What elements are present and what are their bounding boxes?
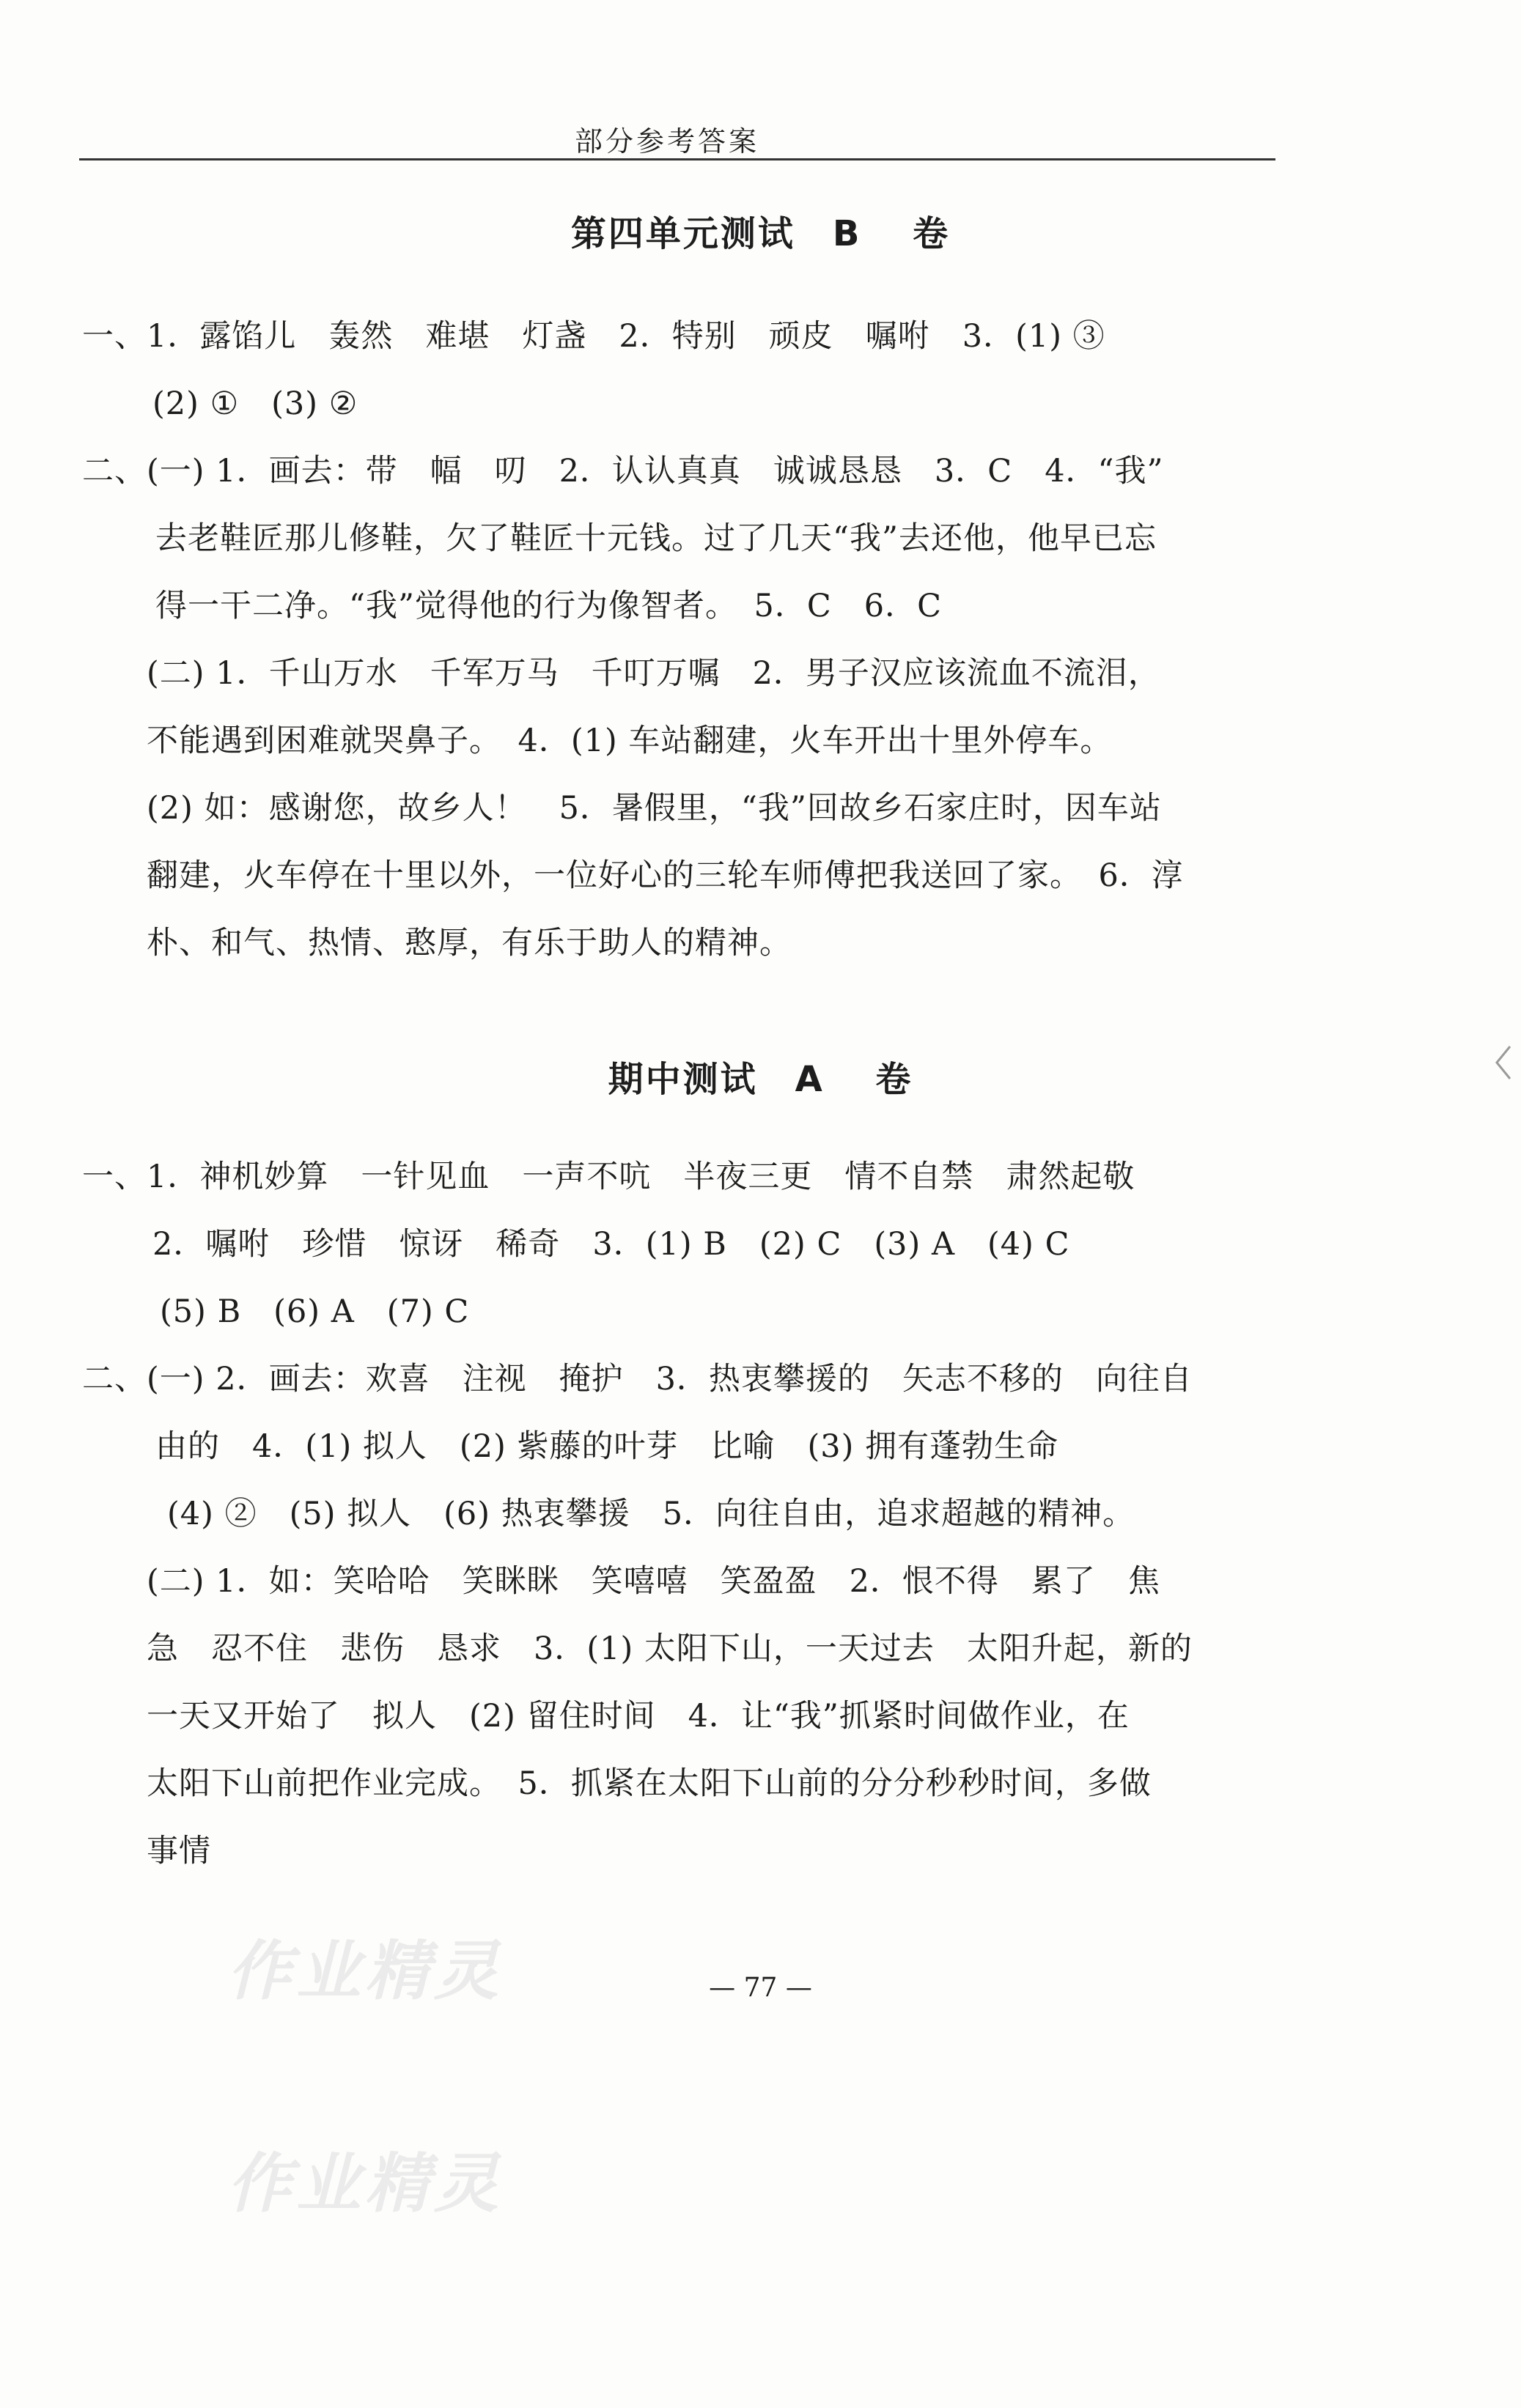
answer-line: 一、1．神机妙算 一针见血 一声不吭 半夜三更 情不自禁 肃然起敬 bbox=[82, 1159, 1135, 1195]
answer-line: 翻建，火车停在十里以外，一位好心的三轮车师傅把我送回了家。 6．淳 bbox=[147, 857, 1184, 894]
answer-line: (4) ② (5) 拟人 (6) 热衷攀援 5．向往自由，追求超越的精神。 bbox=[167, 1496, 1135, 1532]
answer-line: 事情 bbox=[147, 1833, 211, 1869]
answer-line: 得一干二净。“我”觉得他的行为像智者。 5．C 6．C bbox=[155, 588, 942, 624]
section-title-midterm-a: 期中测试 A 卷 bbox=[608, 1059, 913, 1100]
answer-line: 急 忍不住 悲伤 恳求 3．(1) 太阳下山，一天过去 太阳升起，新的 bbox=[147, 1630, 1193, 1667]
watermark: 作业精灵 bbox=[227, 2146, 504, 2221]
page-edge-mark bbox=[1488, 1041, 1517, 1085]
answer-line: (2) ① (3) ② bbox=[152, 385, 358, 422]
answer-line: 一天又开始了 拟人 (2) 留住时间 4．让“我”抓紧时间做作业，在 bbox=[147, 1698, 1130, 1735]
answer-line: 去老鞋匠那儿修鞋，欠了鞋匠十元钱。过了几天“我”去还他，他早已忘 bbox=[155, 520, 1157, 557]
answer-line: 二、(一) 1．画去：带 幅 叨 2．认认真真 诚诚恳恳 3．C 4．“我” bbox=[82, 453, 1164, 490]
answer-line: 一、1．露馅儿 轰然 难堪 灯盏 2．特别 顽皮 嘱咐 3．(1) ③ bbox=[82, 318, 1105, 355]
answer-line: (二) 1．如：笑哈哈 笑眯眯 笑嘻嘻 笑盈盈 2．恨不得 累了 焦 bbox=[147, 1563, 1160, 1600]
answer-line: 朴、和气、热情、憨厚，有乐于助人的精神。 bbox=[147, 925, 792, 961]
answer-line: 由的 4．(1) 拟人 (2) 紫藤的叶芽 比喻 (3) 拥有蓬勃生命 bbox=[155, 1428, 1059, 1465]
header-rule bbox=[79, 158, 1275, 160]
answer-line: 2．嘱咐 珍惜 惊讶 稀奇 3．(1) B (2) C (3) A (4) C bbox=[152, 1226, 1070, 1263]
watermark: 作业精灵 bbox=[227, 1933, 504, 2009]
answer-line: 太阳下山前把作业完成。 5．抓紧在太阳下山前的分分秒秒时间，多做 bbox=[147, 1765, 1152, 1802]
running-header: 部分参考答案 bbox=[574, 125, 759, 158]
answer-line: (5) B (6) A (7) C bbox=[160, 1293, 470, 1330]
section-title-unit4-b: 第四单元测试 B 卷 bbox=[570, 213, 951, 254]
answer-line: 二、(一) 2．画去：欢喜 注视 掩护 3．热衷攀援的 矢志不移的 向往自 bbox=[82, 1361, 1193, 1397]
answer-line: (2) 如：感谢您，故乡人！ 5．暑假里，“我”回故乡石家庄时，因车站 bbox=[147, 790, 1162, 827]
answer-line: 不能遇到困难就哭鼻子。 4．(1) 车站翻建，火车开出十里外停车。 bbox=[147, 723, 1113, 759]
answer-line: (二) 1．千山万水 千军万马 千叮万嘱 2．男子汉应该流血不流泪， bbox=[147, 655, 1160, 692]
page-number: — 77 — bbox=[709, 1973, 812, 2003]
